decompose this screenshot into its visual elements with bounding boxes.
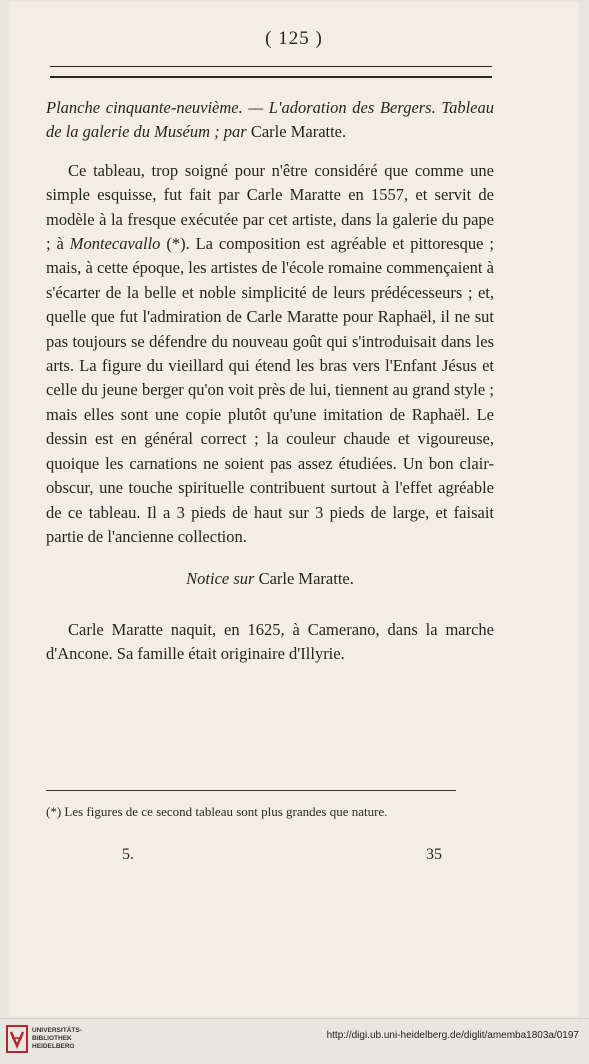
notice-heading-italic: Notice sur xyxy=(186,569,255,589)
footnote-rule xyxy=(46,790,456,791)
notice-heading-name: Carle Maratte. xyxy=(258,569,354,589)
description-part-2: (*). La composition est agréable et pittoresque ; mais, à cette époque, les artistes de l'école romaine commençaient à s'écarter de la belle et noble simplicité de leurs prédécesseurs ; et, quelle que fut l'admiration de Carle Maratte pour Raphaël, il ne sut pas toujours se défendre du nouveau goût qui s'introduisait dans les arts. La figure du vieillard qui étend les bras vers l'Enfant Jésus et celle du jeune berger qu'on voit près de lui, tiennent au grand style ; mais elles sont une copie plutôt qu'une imitation de Raphaël. Le dessin est en général correct ; la couleur chaude et vigoureuse, quoique les carnations ne soient pas assez étudiées. Un bon clair-obscur, une touche spirituelle contribuent surtout à l'effet agréable de ce tableau. Il a 3 pieds de haut sur 3 pieds de large, et faisait partie de l'ancienne collection. xyxy=(46,234,494,546)
header-rule-thick xyxy=(50,76,492,78)
footnote: (*) Les figures de ce second tableau sont plus grandes que nature. xyxy=(46,804,388,819)
library-name-line3: HEIDELBERG xyxy=(32,1043,75,1050)
description-place: Montecavallo xyxy=(69,234,161,254)
description-paragraph xyxy=(46,159,494,550)
signature-mark-left: 5. xyxy=(122,846,134,863)
viewer-footer-bar xyxy=(0,1018,589,1064)
library-name-line2: BIBLIOTHEK xyxy=(32,1035,72,1042)
header-rule-thin xyxy=(50,66,492,67)
library-logo-icon[interactable] xyxy=(6,1024,28,1054)
notice-heading xyxy=(46,567,494,591)
plate-caption xyxy=(46,96,494,145)
page-url-link[interactable]: http://digi.ub.uni-heidelberg.de/diglit/amemba1803a/0197 xyxy=(326,1030,579,1041)
plate-artist: Carle Maratte. xyxy=(250,122,347,142)
page-number: ( 125 ) xyxy=(265,28,323,49)
book-page xyxy=(6,0,582,1018)
description-part-1: Ce tableau, trop soigné pour n'être considéré que comme une simple esquisse, fut fait par Carle Maratte en 1557, et servit de modèle à la fresque exécutée par cet artiste, dans la galerie du pape ; à xyxy=(46,160,494,254)
bio-paragraph: Carle Maratte naquit, en 1625, à Camerano, dans la marche d'Ancone. Sa famille était originaire d'Illyrie. xyxy=(46,619,494,664)
signature-mark-right: 35 xyxy=(426,846,442,863)
library-name xyxy=(32,1027,82,1051)
library-name-line1: UNIVERSITÄTS- xyxy=(32,1027,82,1034)
main-text xyxy=(46,96,494,667)
plate-title: Planche cinquante-neuvième. — L'adoration des Bergers. Tableau de la galerie du Muséum ; par xyxy=(46,98,494,142)
